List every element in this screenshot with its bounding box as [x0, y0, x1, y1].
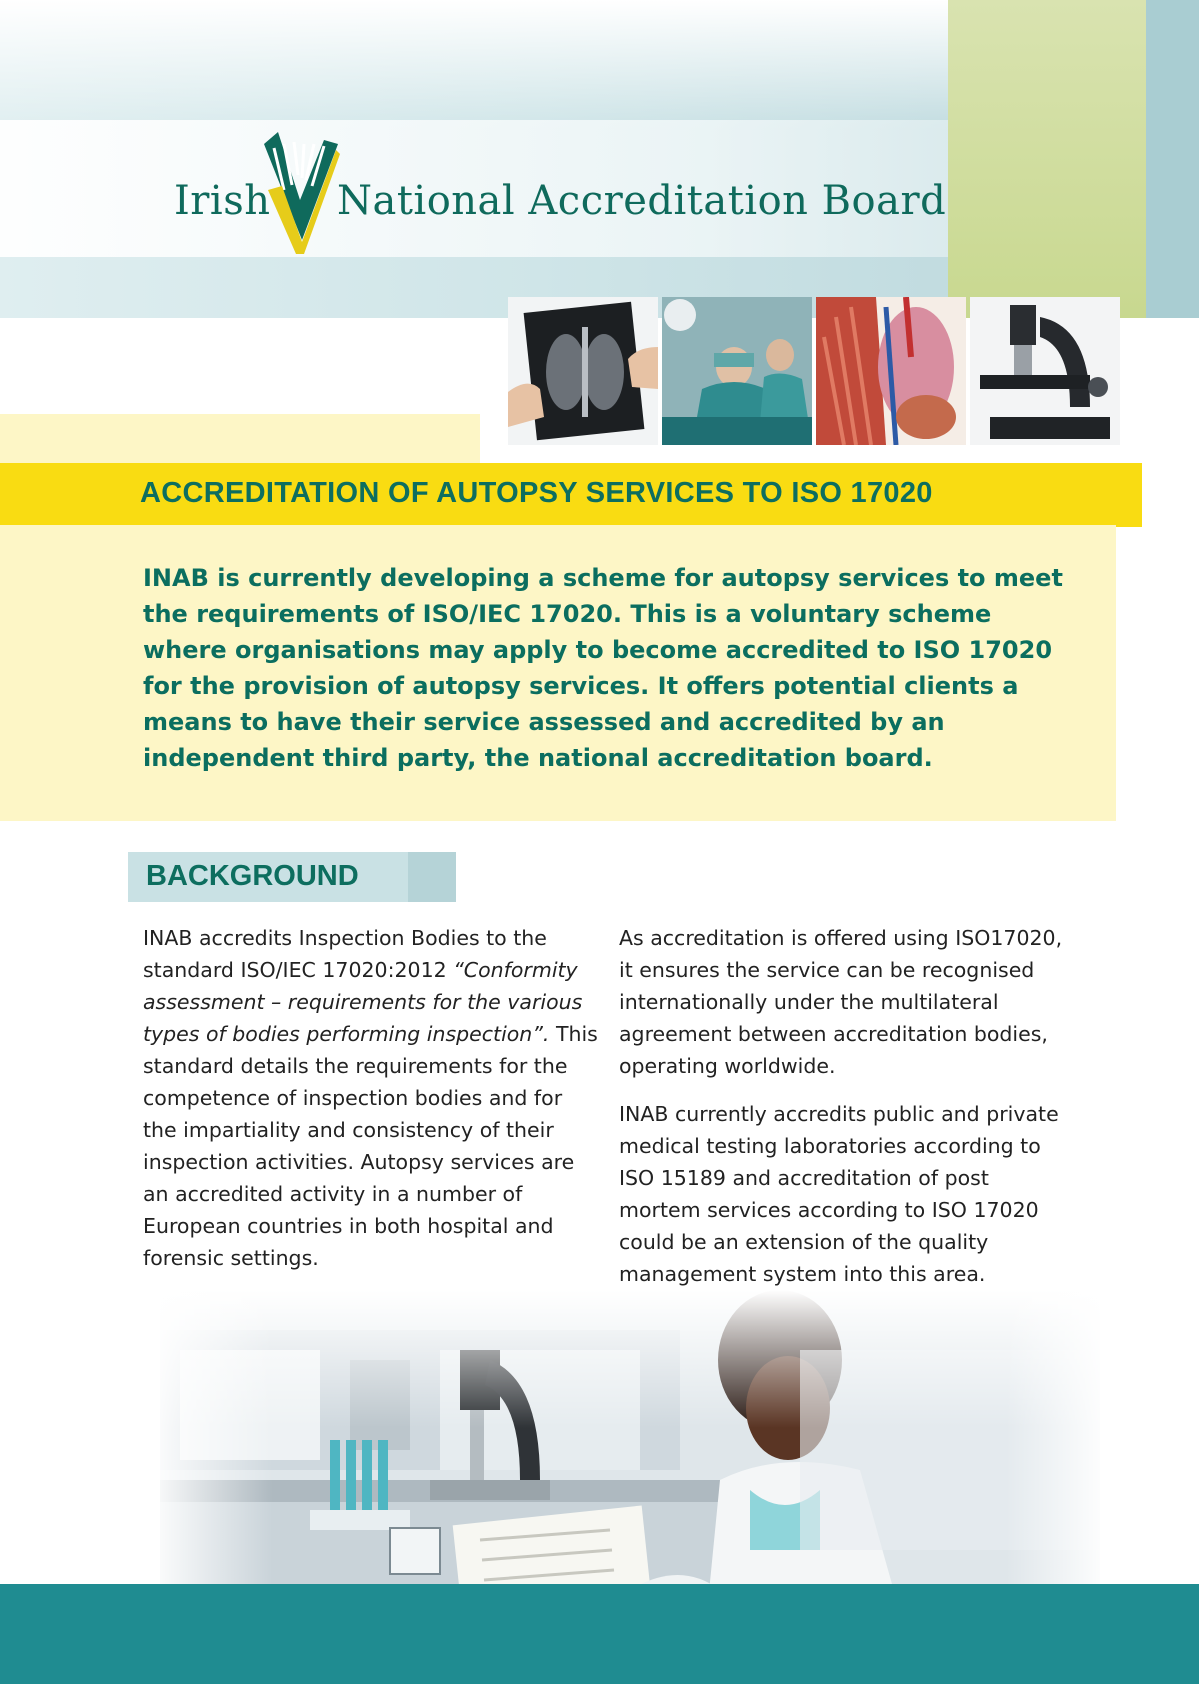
surgeons-photo-icon	[662, 297, 812, 445]
right-paragraph-2: INAB currently accredits public and private medical testing laboratories according to ISO 15189 and accreditation of post mortem services according to ISO 17020 could be an extension of the quality management system into this area.	[619, 1102, 1059, 1286]
inab-logo	[172, 130, 947, 255]
left-paragraph	[143, 922, 598, 1274]
title-bar	[0, 463, 1142, 527]
left-column	[143, 922, 598, 1290]
intro-paragraph: INAB is currently developing a scheme for autopsy services to meet the requirements of ISO/IEC 17020. This is a voluntary scheme where organisations may apply to become accredited to ISO 17020 for the provision of autopsy services. It offers potential clients a means to have their service assessed and accredited by an independent third party, the national accreditation board.	[143, 564, 1063, 772]
chest-xray-photo-icon	[508, 297, 658, 445]
header-green-strip	[948, 0, 1146, 318]
yellow-accent-block	[0, 414, 480, 464]
microscope-photo-icon	[970, 297, 1120, 445]
anatomy-illustration-icon	[816, 297, 966, 445]
logo-word-name: National Accreditation Board	[337, 178, 947, 224]
right-paragraph-1: As accreditation is offered using ISO17020, it ensures the service can be recognised internationally under the multilateral agreement between accreditation bodies, operating worldwide.	[619, 926, 1063, 1078]
intro-text	[143, 560, 1073, 776]
footer-bar	[0, 1584, 1199, 1684]
header-teal-strip	[1146, 0, 1199, 318]
page-title: ACCREDITATION OF AUTOPSY SERVICES TO ISO 17020	[140, 477, 933, 509]
left-p1-end: This standard details the requirements for the competence of inspection bodies and for the impartiality and consistency of their inspection activities. Autopsy services are an accredited activity in a number of European countries in both hospital and forensic settings.	[143, 1022, 598, 1270]
section-heading-accent	[408, 852, 456, 902]
inab-checkmark-icon	[260, 130, 340, 255]
left-p1-start: INAB accredits Inspection Bodies to the standard ISO/IEC 17020:2012	[143, 926, 547, 982]
right-column	[619, 922, 1074, 1306]
section-heading: BACKGROUND	[146, 860, 359, 892]
left-p1-italic: “Conformity assessment – requirements for the various types of bodies performing inspection”.	[143, 958, 583, 1046]
photo-strip	[508, 297, 1120, 445]
logo-word-irish: Irish	[174, 178, 271, 224]
